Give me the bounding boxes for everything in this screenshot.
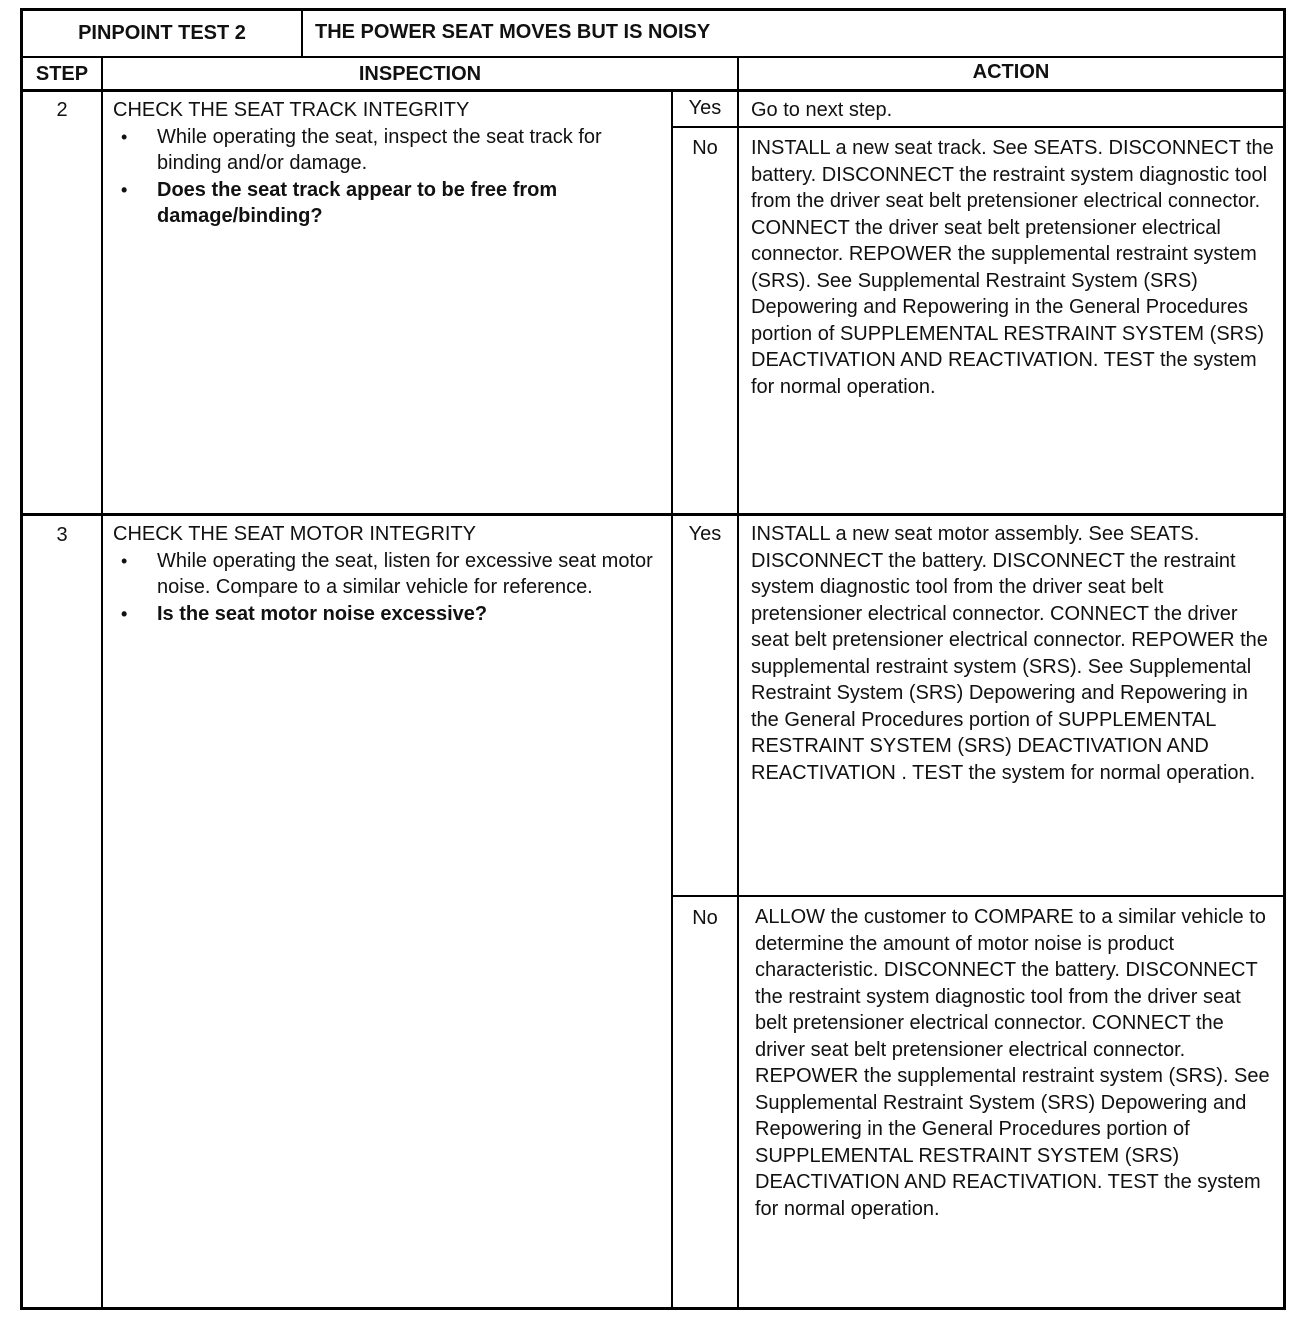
column-header-step: STEP bbox=[35, 63, 89, 85]
yes-action: INSTALL a new seat motor assembly. See SEATS. DISCONNECT the battery. DISCONNECT the restraint system diagnostic tool from the driver seat belt pretensioner electrical connector. CONNECT the driver seat belt pretensioner electrical connector. REPOWER the supplemental restraint system (SRS). See Supplemental Restraint System (SRS) Depowering and Repowering in the General Procedures portion of SUPPLEMENTAL RESTRAINT SYSTEM (SRS) DEACTIVATION AND REACTIVATION . TEST the system for normal operation. bbox=[751, 523, 1268, 784]
inspection-bullet: • While operating the seat, inspect the seat track for binding and/or damage. bbox=[113, 124, 663, 177]
step-column-divider bbox=[101, 58, 103, 1307]
yes-label: Yes bbox=[688, 523, 722, 545]
inspection-bullet: • While operating the seat, listen for excessive seat motor noise. Compare to a similar vehicle for reference. bbox=[113, 548, 663, 601]
step-number: 3 bbox=[56, 524, 68, 546]
inspection-title: CHECK THE SEAT TRACK INTEGRITY bbox=[113, 99, 470, 121]
step-3-yes-no-rule bbox=[671, 895, 1283, 897]
step-inspection bbox=[113, 521, 663, 627]
test-title: THE POWER SEAT MOVES BUT IS NOISY bbox=[315, 21, 711, 43]
column-header-bottom-rule bbox=[23, 89, 1283, 92]
inspection-question: • Is the seat motor noise excessive? bbox=[113, 601, 663, 628]
step-2-bottom-rule bbox=[23, 513, 1283, 516]
step-inspection bbox=[113, 97, 663, 230]
inspection-bullets bbox=[113, 548, 663, 628]
inspection-action-divider bbox=[737, 58, 739, 1307]
header-divider bbox=[301, 11, 303, 56]
inspection-question: • Does the seat track appear to be free from damage/binding? bbox=[113, 177, 663, 230]
yes-action: Go to next step. bbox=[751, 99, 893, 121]
column-header-inspection: INSPECTION bbox=[358, 63, 482, 85]
column-header-action: ACTION bbox=[972, 61, 1050, 83]
no-action: ALLOW the customer to COMPARE to a similar vehicle to determine the amount of motor noise is product characteristic. DISCONNECT the battery. DISCONNECT the restraint system diagnostic tool from the driver seat belt pretensioner electrical connector. CONNECT the driver seat belt pretensioner electrical connector. REPOWER the supplemental restraint system (SRS). See Supplemental Restraint System (SRS) Depowering and Repowering in the General Procedures portion of SUPPLEMENTAL RESTRAINT SYSTEM (SRS) DEACTIVATION AND REACTIVATION. TEST the system for normal operation. bbox=[755, 906, 1270, 1220]
test-label: PINPOINT TEST 2 bbox=[78, 22, 246, 44]
step-2-yes-no-rule bbox=[671, 126, 1283, 128]
no-label: No bbox=[692, 907, 718, 929]
no-action: INSTALL a new seat track. See SEATS. DISCONNECT the battery. DISCONNECT the restraint system diagnostic tool from the driver seat belt pretensioner electrical connector. CONNECT the driver seat belt pretensioner electrical connector. REPOWER the supplemental restraint system (SRS). See Supplemental Restraint System (SRS) Depowering and Repowering in the General Procedures portion of SUPPLEMENTAL RESTRAINT SYSTEM (SRS) DEACTIVATION AND REACTIVATION. TEST the system for normal operation. bbox=[751, 137, 1274, 398]
inspection-title: CHECK THE SEAT MOTOR INTEGRITY bbox=[113, 523, 477, 545]
inspection-bullets bbox=[113, 124, 663, 230]
step-number: 2 bbox=[56, 99, 68, 121]
no-label: No bbox=[692, 137, 718, 159]
yes-label: Yes bbox=[688, 97, 722, 119]
pinpoint-test-table bbox=[20, 8, 1286, 1310]
